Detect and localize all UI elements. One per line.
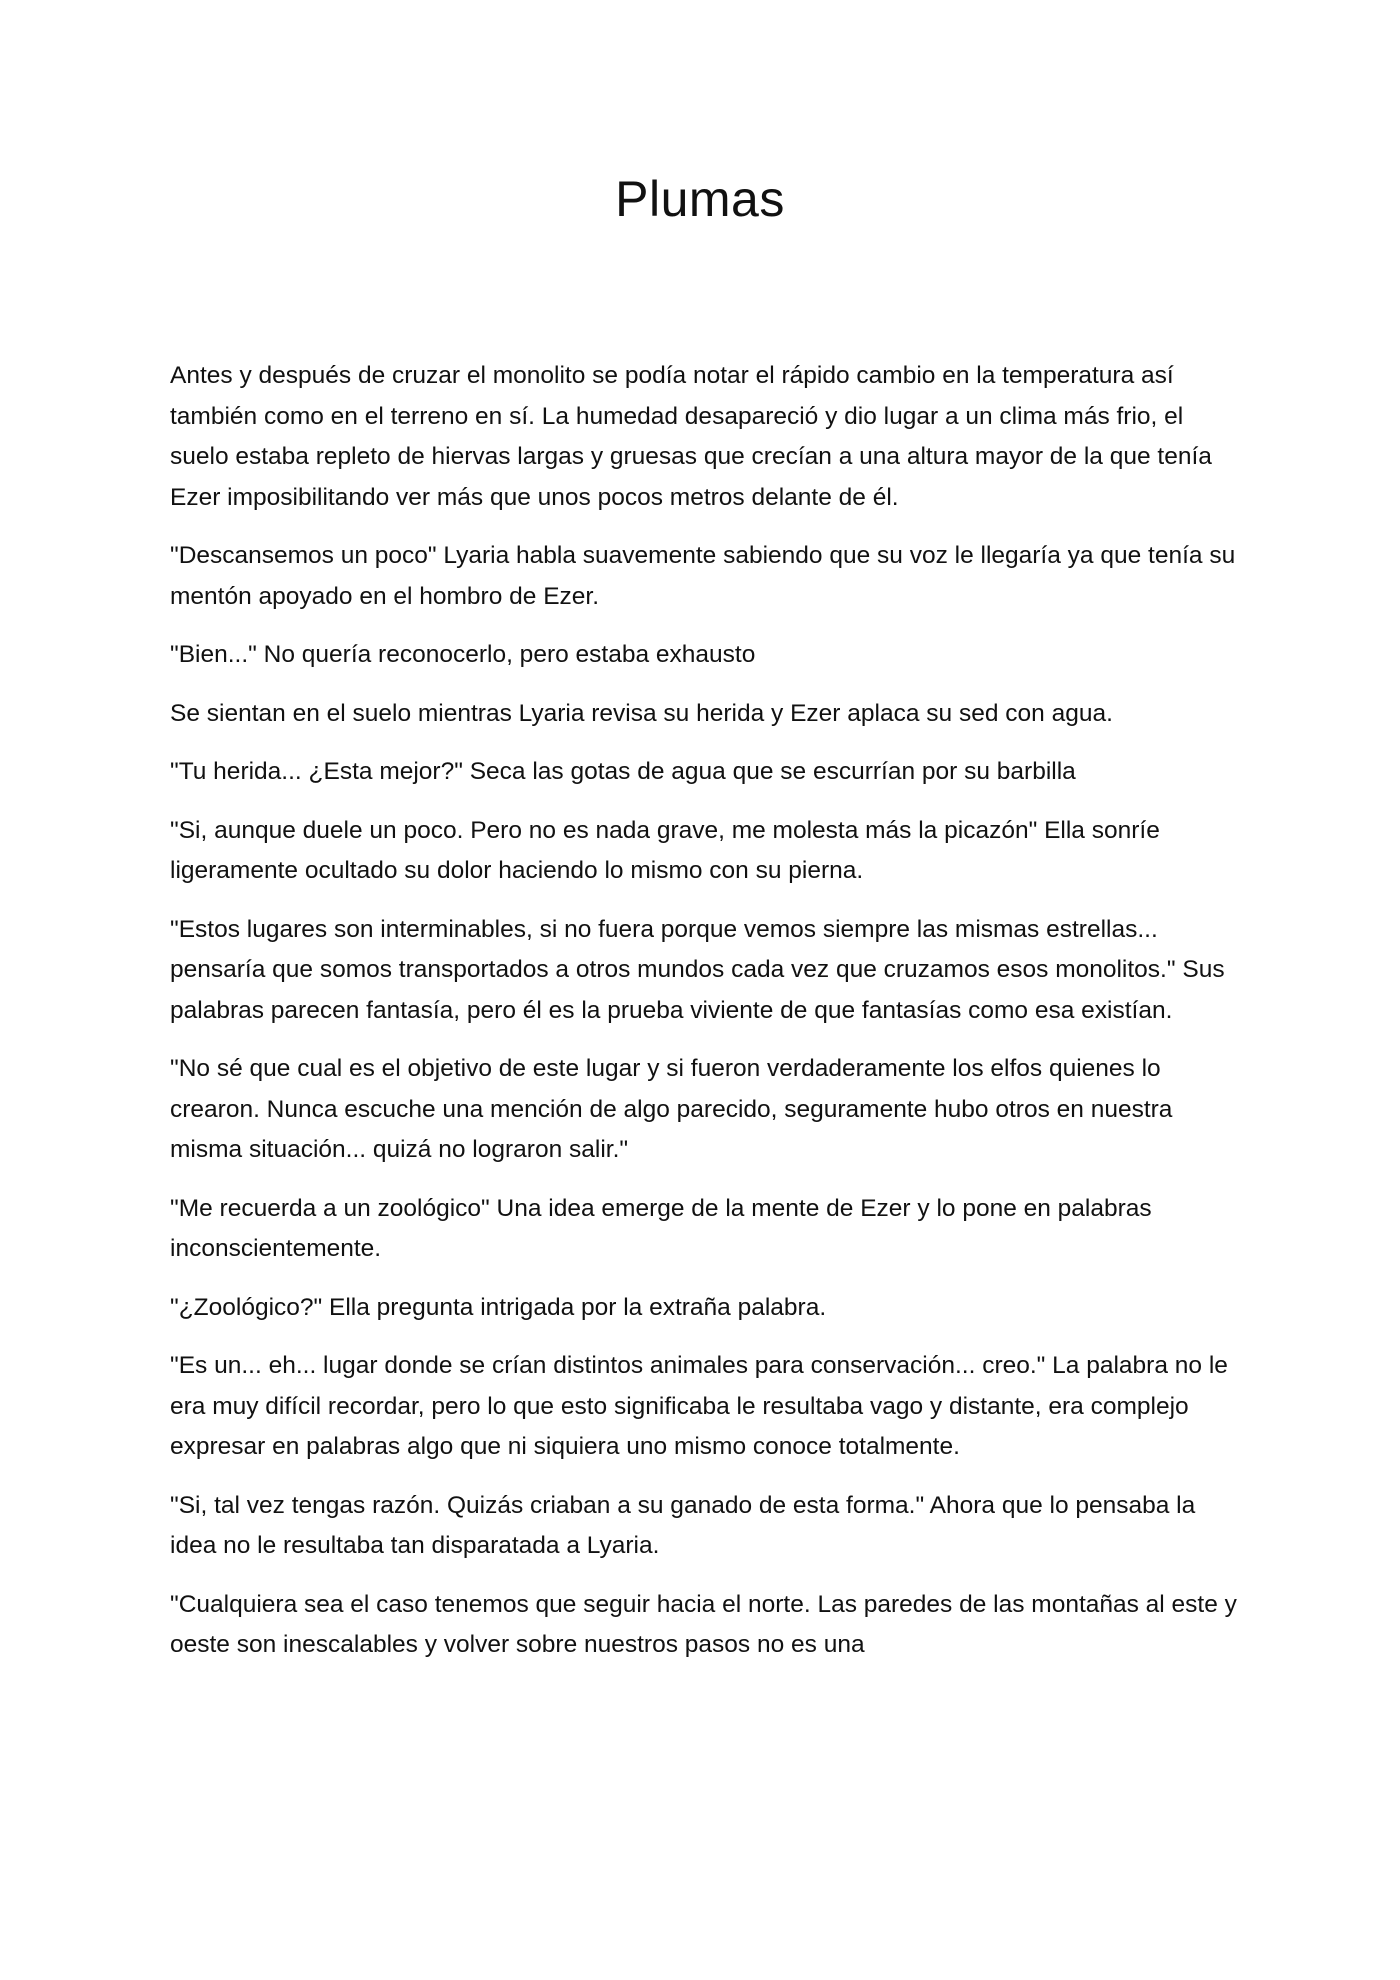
paragraph-5: "Tu herida... ¿Esta mejor?" Seca las gotas de agua que se escurrían por su barbilla bbox=[170, 758, 1076, 785]
paragraph-10: "¿Zoológico?" Ella pregunta intrigada por la extraña palabra. bbox=[170, 1293, 827, 1321]
paragraph-9: "Me recuerda a un zoológico" Una idea emerge de la mente de Ezer y lo pone en palabras inconscientemente. bbox=[170, 1194, 1152, 1262]
paragraph-3: "Bien..." No quería reconocerlo, pero estaba exhausto bbox=[170, 641, 756, 668]
paragraph-12: "Si, tal vez tengas razón. Quizás criaban a su ganado de esta forma." Ahora que lo pensaba la idea no le resultaba tan disparatada a Lyaria. bbox=[170, 1491, 1196, 1559]
paragraph-1: Antes y después de cruzar el monolito se podía notar el rápido cambio en la temperatura así también como en el terreno en sí. La humedad desapareció y dio lugar a un clima más frio, el suelo estaba repleto de hiervas largas y gruesas que crecían a una altura mayor de la que tenía Ezer imposibilitando ver más que unos pocos metros delante de él. bbox=[170, 362, 1212, 511]
paragraph-2: "Descansemos un poco" Lyaria habla suavemente sabiendo que su voz le llegaría ya que tenía su mentón apoyado en el hombro de Ezer. bbox=[170, 542, 1236, 610]
paragraph-4: Se sientan en el suelo mientras Lyaria revisa su herida y Ezer aplaca su sed con agua. bbox=[170, 699, 1113, 727]
paragraph-11: "Es un... eh... lugar donde se crían distintos animales para conservación... creo." La palabra no le era muy difícil recordar, pero lo que esto significaba le resultaba vago y distante, era complejo expresar en palabras algo que ni siquiera uno mismo conoce totalmente. bbox=[170, 1352, 1228, 1460]
document-title: Plumas bbox=[615, 171, 785, 227]
paragraph-13: "Cualquiera sea el caso tenemos que seguir hacia el norte. Las paredes de las montañas al este y oeste son inescalables y volver sobre nuestros pasos no es una bbox=[170, 1590, 1237, 1658]
document-body bbox=[170, 356, 1240, 1684]
paragraph-6: "Si, aunque duele un poco. Pero no es nada grave, me molesta más la picazón" Ella sonríe ligeramente ocultado su dolor haciendo lo mismo con su pierna. bbox=[170, 816, 1160, 884]
paragraph-7: "Estos lugares son interminables, si no fuera porque vemos siempre las mismas estrellas... pensaría que somos transportados a otros mundos cada vez que cruzamos esos monolitos." Sus palabras parecen fantasía, pero él es la prueba viviente de que fantasías como esa existían. bbox=[170, 915, 1225, 1024]
paragraph-8: "No sé que cual es el objetivo de este lugar y si fueron verdaderamente los elfos quienes lo crearon. Nunca escuche una mención de algo parecido, seguramente hubo otros en nuestra misma situación... quizá no lograron salir." bbox=[170, 1055, 1173, 1163]
